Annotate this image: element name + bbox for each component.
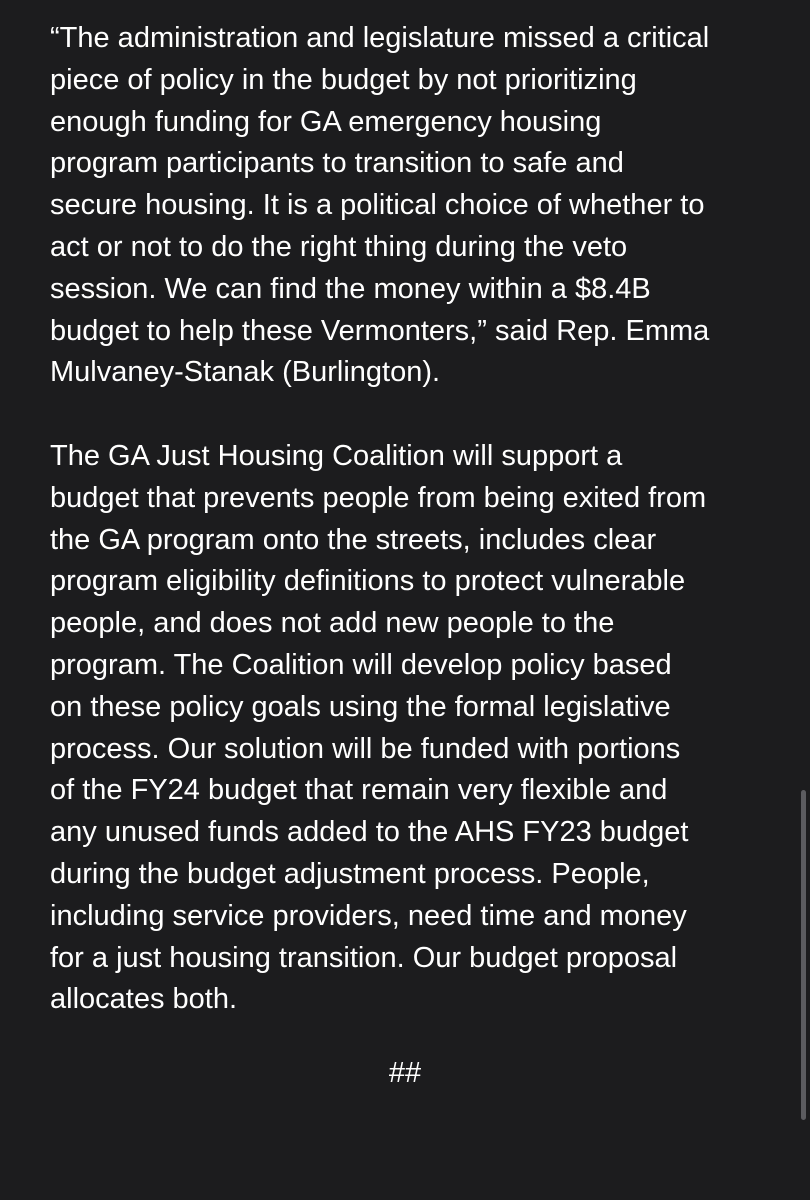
vertical-scrollbar[interactable] xyxy=(801,790,806,1120)
text-line: piece of policy in the budget by not prioritizing xyxy=(50,63,637,96)
text-line: The GA Just Housing Coalition will support a xyxy=(50,439,623,472)
text-line: during the budget adjustment process. People, xyxy=(50,857,650,890)
text-line: for a just housing transition. Our budget proposal xyxy=(50,941,678,974)
end-of-release-mark: ## xyxy=(388,1057,422,1089)
text-line: secure housing. It is a political choice of whether to xyxy=(50,189,705,222)
text-line: on these policy goals using the formal legislative xyxy=(50,690,671,723)
text-line: enough funding for GA emergency housing xyxy=(50,105,602,138)
text-line: “The administration and legislature missed a critical xyxy=(50,22,710,54)
text-line: program eligibility definitions to protect vulnerable xyxy=(50,565,686,598)
text-line: including service providers, need time and money xyxy=(50,899,687,932)
quote-paragraph xyxy=(50,18,780,394)
text-line: program. The Coalition will develop policy based xyxy=(50,648,672,681)
press-release-body xyxy=(50,18,780,1021)
text-line: session. We can find the money within a $8.4B xyxy=(50,272,651,305)
text-line: the GA program onto the streets, includes clear xyxy=(50,523,657,556)
text-line: people, and does not add new people to the xyxy=(50,607,615,640)
text-line: budget that prevents people from being exited from xyxy=(50,481,707,514)
text-line: program participants to transition to safe and xyxy=(50,147,624,180)
text-line: budget to help these Vermonters,” said Rep. Emma xyxy=(50,314,710,347)
text-line: process. Our solution will be funded with portions xyxy=(50,732,681,765)
paragraph-spacer xyxy=(50,394,780,436)
text-line: act or not to do the right thing during the veto xyxy=(50,230,628,263)
text-line: Mulvaney-Stanak (Burlington). xyxy=(50,356,441,389)
text-line: of the FY24 budget that remain very flexible and xyxy=(50,774,668,807)
coalition-paragraph xyxy=(50,436,780,1021)
text-line: allocates both. xyxy=(50,983,238,1016)
text-line: any unused funds added to the AHS FY23 budget xyxy=(50,816,689,849)
